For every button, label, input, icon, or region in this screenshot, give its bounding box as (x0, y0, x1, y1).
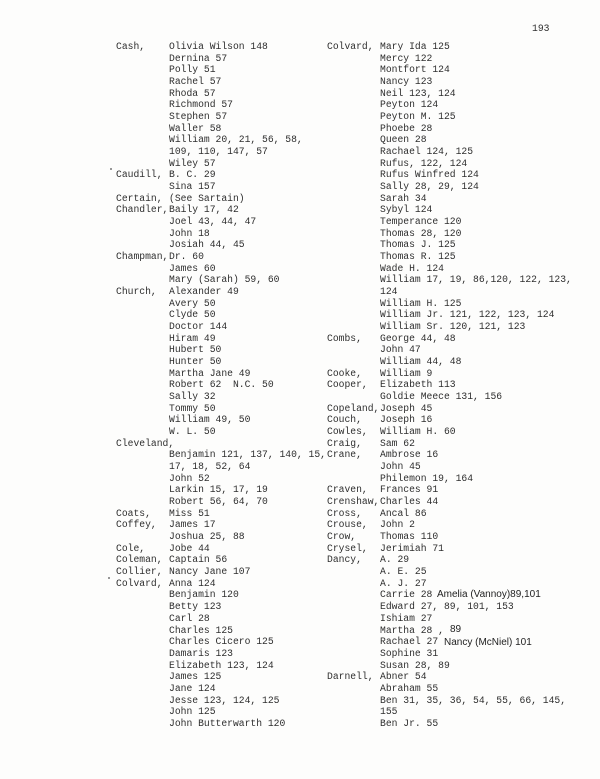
given-names-and-pages: Carl 28 (169, 612, 210, 624)
given-names-and-pages: Rachael 27 (380, 636, 439, 648)
handwritten-annotation-amelia: Amelia (Vannoy)89,101 (437, 589, 541, 600)
given-names-and-pages: Martha Jane 49 (169, 367, 251, 379)
given-names-and-pages: Hunter 50 (169, 356, 222, 368)
surname: Craig, (327, 437, 362, 449)
given-names-and-pages: Rhoda 57 (169, 87, 216, 99)
surname: Caudill, (116, 169, 163, 181)
surname: Crane, (327, 449, 362, 461)
given-names-and-pages: Wade H. 124 (380, 262, 444, 274)
given-names-and-pages: Sarah 34 (380, 192, 427, 204)
surname: Combs, (327, 332, 362, 344)
surname: Cooke, (327, 367, 362, 379)
given-names-and-pages: Joseph 45 (380, 402, 433, 414)
given-names-and-pages: Sally 28, 29, 124 (380, 181, 479, 193)
given-names-and-pages: Jane 124 (169, 682, 216, 694)
given-names-and-pages: Edward 27, 89, 101, 153 (380, 601, 514, 613)
surname: Crysel, (327, 542, 368, 554)
given-names-and-pages: Mary Ida 125 (380, 41, 450, 52)
surname: Copeland, (327, 402, 380, 414)
surname: Dancy, (327, 554, 362, 566)
given-names-and-pages: Joel 43, 44, 47 (169, 216, 257, 228)
surname: Coats, (116, 507, 151, 519)
given-names-and-pages: Martha 28 , (380, 624, 444, 636)
given-names-and-pages: 155 (380, 706, 398, 718)
given-names-and-pages: A. 29 (380, 554, 410, 566)
given-names-and-pages: W. L. 50 (169, 426, 216, 438)
given-names-and-pages: Rufus, 122, 124 (380, 157, 468, 169)
given-names-and-pages: Hubert 50 (169, 344, 222, 356)
given-names-and-pages: William 20, 21, 56, 58, (169, 134, 303, 146)
given-names-and-pages: Sophine 31 (380, 647, 439, 659)
given-names-and-pages: B. C. 29 (169, 169, 216, 181)
given-names-and-pages: William Jr. 121, 122, 123, 124 (380, 309, 555, 321)
given-names-and-pages: Baily 17, 42 (169, 204, 239, 216)
given-names-and-pages: A. J. 27 (380, 577, 427, 589)
given-names-and-pages: Jesse 123, 124, 125 (169, 694, 280, 706)
given-names-and-pages: Ancal 86 (380, 507, 427, 519)
given-names-and-pages: Charles Cicero 125 (169, 636, 274, 648)
given-names-and-pages: Thomas J. 125 (380, 239, 456, 251)
given-names-and-pages: William 44, 48 (380, 356, 462, 368)
given-names-and-pages: Josiah 44, 45 (169, 239, 245, 251)
surname: Couch, (327, 414, 362, 426)
given-names-and-pages: Charles 125 (169, 624, 233, 636)
given-names-and-pages: Sally 32 (169, 391, 216, 403)
given-names-and-pages: Richmond 57 (169, 99, 233, 111)
given-names-and-pages: Elizabeth 123, 124 (169, 659, 274, 671)
given-names-and-pages: Stephen 57 (169, 111, 228, 123)
given-names-and-pages: William 49, 50 (169, 414, 251, 426)
given-names-and-pages: (See Sartain) (169, 192, 245, 204)
given-names-and-pages: 124 (380, 286, 398, 298)
given-names-and-pages: Jerimiah 71 (380, 542, 444, 554)
given-names-and-pages: Dernina 57 (169, 52, 228, 64)
given-names-and-pages: Anna 124 (169, 577, 216, 589)
given-names-and-pages: John Butterwarth 120 (169, 717, 286, 729)
given-names-and-pages: Philemon 19, 164 (380, 472, 474, 484)
given-names-and-pages: Damaris 123 (169, 647, 233, 659)
given-names-and-pages: Larkin 15, 17, 19 (169, 484, 268, 496)
given-names-and-pages: James 125 (169, 671, 222, 683)
given-names-and-pages: Peyton 124 (380, 99, 439, 111)
given-names-and-pages: Hiram 49 (169, 332, 216, 344)
given-names-and-pages: Avery 50 (169, 297, 216, 309)
given-names-and-pages: Wiley 57 (169, 157, 216, 169)
surname: Crenshaw, (327, 496, 380, 508)
given-names-and-pages: Temperance 120 (380, 216, 462, 228)
given-names-and-pages: Abner 54 (380, 671, 427, 683)
given-names-and-pages: Carrie 28 (380, 589, 433, 601)
given-names-and-pages: Rachel 57 (169, 76, 222, 87)
given-names-and-pages: Sam 62 (380, 437, 415, 449)
given-names-and-pages: John 52 (169, 472, 210, 484)
given-names-and-pages: Frances 91 (380, 484, 439, 496)
given-names-and-pages: Abraham 55 (380, 682, 439, 694)
annotation-nancy: Nancy (McNiel) 101 (444, 637, 532, 648)
stray-mark (108, 577, 110, 579)
given-names-and-pages: Miss 51 (169, 507, 210, 519)
given-names-and-pages: Benjamin 120 (169, 589, 239, 601)
given-names-and-pages: Captain 56 (169, 554, 228, 566)
given-names-and-pages: Ben Jr. 55 (380, 717, 439, 729)
given-names-and-pages: John 125 (169, 706, 216, 718)
given-names-and-pages: Elizabeth 113 (380, 379, 456, 391)
given-names-and-pages: Sina 157 (169, 181, 216, 193)
surname: Colvard, (327, 41, 374, 52)
given-names-and-pages: Thomas 28, 120 (380, 227, 462, 239)
given-names-and-pages: James 60 (169, 262, 216, 274)
surname: Coffey, (116, 519, 157, 531)
given-names-and-pages: James 17 (169, 519, 216, 531)
given-names-and-pages: Joshua 25, 88 (169, 531, 245, 543)
given-names-and-pages: Benjamin 121, 137, 140, 15, (169, 449, 326, 461)
given-names-and-pages: A. E. 25 (380, 566, 427, 578)
given-names-and-pages: Peyton M. 125 (380, 111, 456, 123)
surname: Crouse, (327, 519, 368, 531)
given-names-and-pages: Olivia Wilson 148 (169, 41, 268, 52)
given-names-and-pages: William H. 125 (380, 297, 462, 309)
surname: Cole, (116, 542, 146, 554)
given-names-and-pages: Waller 58 (169, 122, 222, 134)
given-names-and-pages: William H. 60 (380, 426, 456, 438)
surname: Cleveland, (116, 437, 175, 449)
given-names-and-pages: Neil 123, 124 (380, 87, 456, 99)
given-names-and-pages: William 17, 19, 86,120, 122, 123, (380, 274, 572, 286)
given-names-and-pages: Robert 62 N.C. 50 (169, 379, 274, 391)
given-names-and-pages: Doctor 144 (169, 321, 228, 333)
given-names-and-pages: George 44, 48 (380, 332, 456, 344)
given-names-and-pages: Robert 56, 64, 70 (169, 496, 268, 508)
given-names-and-pages: Phoebe 28 (380, 122, 433, 134)
given-names-and-pages: Nancy Jane 107 (169, 566, 251, 578)
given-names-and-pages: Montfort 124 (380, 64, 450, 76)
page-number: 193 (532, 23, 550, 34)
annotation-martha-89: 89 (450, 624, 462, 635)
given-names-and-pages: Dr. 60 (169, 251, 204, 263)
surname: Chandler, (116, 204, 169, 216)
given-names-and-pages: Thomas 110 (380, 531, 439, 543)
given-names-and-pages: Alexander 49 (169, 286, 239, 298)
given-names-and-pages: John 18 (169, 227, 210, 239)
given-names-and-pages: Nancy 123 (380, 76, 433, 87)
surname: Crow, (327, 531, 357, 543)
given-names-and-pages: William Sr. 120, 121, 123 (380, 321, 526, 333)
given-names-and-pages: Goldie Meece 131, 156 (380, 391, 503, 403)
surname: Cross, (327, 507, 362, 519)
given-names-and-pages: John 47 (380, 344, 421, 356)
surname: Champman, (116, 251, 169, 263)
given-names-and-pages: 109, 110, 147, 57 (169, 146, 268, 158)
given-names-and-pages: Charles 44 (380, 496, 439, 508)
given-names-and-pages: Jobe 44 (169, 542, 210, 554)
given-names-and-pages: Joseph 16 (380, 414, 433, 426)
given-names-and-pages: Ambrose 16 (380, 449, 439, 461)
given-names-and-pages: Clyde 50 (169, 309, 216, 321)
given-names-and-pages: John 45 (380, 461, 421, 473)
given-names-and-pages: Ishiam 27 (380, 612, 433, 624)
surname: Collier, (116, 566, 163, 578)
given-names-and-pages: Rachael 124, 125 (380, 146, 474, 158)
surname: Cowles, (327, 426, 368, 438)
surname: Coleman, (116, 554, 163, 566)
given-names-and-pages: Sybyl 124 (380, 204, 433, 216)
given-names-and-pages: Tommy 50 (169, 402, 216, 414)
given-names-and-pages: John 2 (380, 519, 415, 531)
given-names-and-pages: Polly 51 (169, 64, 216, 76)
given-names-and-pages: 17, 18, 52, 64 (169, 461, 251, 473)
surname: Colvard, (116, 577, 163, 589)
surname: Cash, (116, 41, 146, 52)
given-names-and-pages: Thomas R. 125 (380, 251, 456, 263)
given-names-and-pages: William 9 (380, 367, 433, 379)
surname: Craven, (327, 484, 368, 496)
given-names-and-pages: Mary (Sarah) 59, 60 (169, 274, 280, 286)
given-names-and-pages: Mercy 122 (380, 52, 433, 64)
stray-mark (110, 168, 112, 170)
surname: Cooper, (327, 379, 368, 391)
surname: Church, (116, 286, 157, 298)
surname: Darnell, (327, 671, 374, 683)
given-names-and-pages: Susan 28, 89 (380, 659, 450, 671)
given-names-and-pages: Rufus Winfred 124 (380, 169, 479, 181)
given-names-and-pages: Ben 31, 35, 36, 54, 55, 66, 145, (380, 694, 567, 706)
surname: Certain, (116, 192, 163, 204)
given-names-and-pages: Queen 28 (380, 134, 427, 146)
given-names-and-pages: Betty 123 (169, 601, 222, 613)
